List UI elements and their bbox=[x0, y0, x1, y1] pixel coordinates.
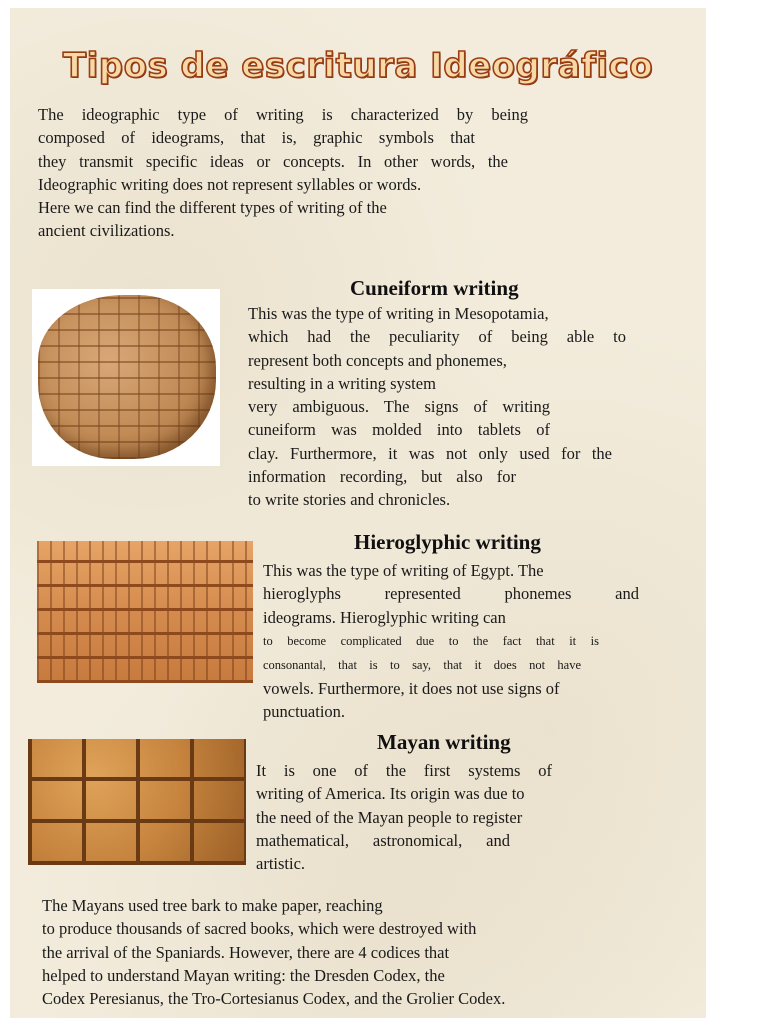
cuneiform-line: cuneiform was molded into tablets of bbox=[248, 420, 550, 440]
hieroglyphic-line: consonantal, that is to say, that it does not have bbox=[263, 657, 581, 672]
cuneiform-line: information recording, but also for bbox=[248, 467, 516, 487]
cuneiform-paragraph bbox=[248, 302, 626, 512]
mayan-line: artistic. bbox=[256, 854, 306, 874]
intro-line: they transmit specific ideas or concepts. In other words, the bbox=[38, 151, 508, 171]
mayan-paragraph bbox=[256, 759, 552, 875]
cuneiform-tablet-image bbox=[32, 289, 220, 466]
hieroglyphic-line: vowels. Furthermore, it does not use signs of bbox=[263, 678, 560, 698]
hieroglyphic-line: This was the type of writing of Egypt. The bbox=[263, 561, 544, 580]
page-title: Tipos de escritura Ideográfico bbox=[62, 46, 654, 86]
mayan-extra-line: The Mayans used tree bark to make paper, reaching bbox=[42, 896, 383, 915]
intro-line: Ideographic writing does not represent syllables or words. bbox=[38, 174, 422, 194]
hieroglyphic-paragraph bbox=[263, 559, 639, 723]
cuneiform-line: to write stories and chronicles. bbox=[248, 490, 451, 510]
cuneiform-line: represent both concepts and phonemes, bbox=[248, 350, 507, 370]
intro-line: composed of ideograms, that is, graphic symbols that bbox=[38, 128, 475, 148]
mayan-extra-line: helped to understand Mayan writing: the Dresden Codex, the bbox=[42, 965, 445, 985]
mayan-line: writing of America. Its origin was due to bbox=[256, 784, 525, 804]
mayan-extra-line: the arrival of the Spaniards. However, there are 4 codices that bbox=[42, 942, 450, 962]
intro-paragraph bbox=[38, 103, 528, 243]
mayan-line: It is one of the first systems of bbox=[256, 761, 552, 780]
intro-line: The ideographic type of writing is characterized by being bbox=[38, 105, 528, 124]
mayan-extra-line: to produce thousands of sacred books, which were destroyed with bbox=[42, 919, 477, 939]
mayan-heading: Mayan writing bbox=[377, 730, 511, 754]
mayan-extra-line: Codex Peresianus, the Tro-Cortesianus Codex, and the Grolier Codex. bbox=[42, 989, 506, 1009]
cuneiform-line: very ambiguous. The signs of writing bbox=[248, 397, 550, 417]
cuneiform-heading: Cuneiform writing bbox=[350, 276, 519, 300]
intro-line: ancient civilizations. bbox=[38, 221, 175, 241]
document-page bbox=[10, 8, 706, 1018]
mayan-glyphs-image bbox=[28, 739, 246, 865]
mayan-line: the need of the Mayan people to register bbox=[256, 807, 523, 827]
cuneiform-line: clay. Furthermore, it was not only used for the bbox=[248, 443, 612, 463]
mayan-line: mathematical, astronomical, and bbox=[256, 830, 510, 850]
hieroglyphic-line: ideograms. Hieroglyphic writing can bbox=[263, 607, 506, 627]
hieroglyphic-line: punctuation. bbox=[263, 702, 346, 722]
hieroglyphic-line: hieroglyphs represented phonemes and bbox=[263, 584, 639, 604]
mayan-codices-paragraph bbox=[42, 894, 522, 1010]
intro-line: Here we can find the different types of writing of the bbox=[38, 198, 387, 218]
cuneiform-line: resulting in a writing system bbox=[248, 373, 436, 393]
hieroglyphic-line: to become complicated due to the fact that it is bbox=[263, 633, 599, 648]
hieroglyphic-heading: Hieroglyphic writing bbox=[354, 530, 541, 554]
hieroglyphic-wall-image bbox=[37, 541, 253, 683]
cuneiform-line: which had the peculiarity of being able to bbox=[248, 327, 626, 347]
cuneiform-line: This was the type of writing in Mesopotamia, bbox=[248, 304, 549, 323]
